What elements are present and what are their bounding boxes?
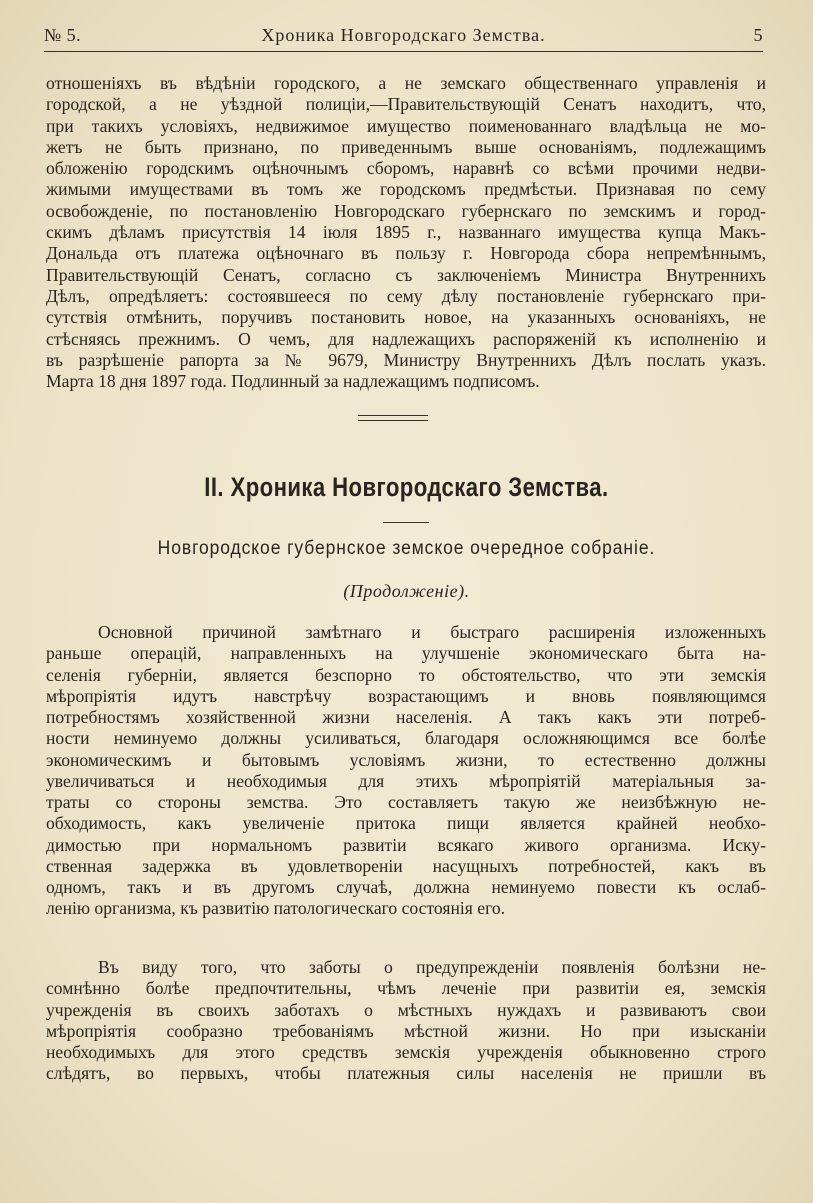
text-line: при такихъ условіяхъ, недвижимое имущество поименованнаго владѣльца не мо- [46, 115, 766, 136]
paragraph-prevention [46, 957, 766, 1085]
text-line: обходимость, какъ увеличеніе притока пищи является крайней необхо- [46, 813, 766, 834]
section-divider [358, 415, 428, 421]
text-line: раньше операцій, направленныхъ на улучшеніе экономическаго быта на- [46, 643, 766, 664]
continuation-label: (Продолженіе). [343, 581, 470, 601]
text-line: Въ виду того, что заботы о предупрежденіи появленія болѣзни не- [98, 957, 766, 977]
title-rule [383, 522, 429, 523]
paragraph-main-cause [46, 622, 766, 920]
text-line: учрежденія въ своихъ заботахъ о мѣстныхъ нуждахъ и развиваютъ свои [46, 999, 766, 1020]
text-line: обложенію городскимъ оцѣночнымъ сборомъ, наравнѣ со всѣми прочими недви- [46, 158, 766, 179]
text-line: жетъ не быть признано, по приведеннымъ выше основаніямъ, подлежащимъ [46, 136, 766, 157]
text-line: стѣсняясь прежнимъ. О чемъ, для надлежащихъ распоряженій къ исполненію и [46, 328, 766, 349]
text-line: жимыми имуществами въ томъ же городскомъ предмѣстьи. Признавая по сему [46, 179, 766, 200]
text-line: экономическимъ и бытовымъ условіямъ жизни, то естественно должны [46, 749, 766, 770]
text-line: димостью при нормальномъ развитіи всякаго живого организма. Иску- [46, 834, 766, 855]
text-line: въ разрѣшеніе рапорта за № 9679, Министру Внутреннихъ Дѣлъ послать указъ. [46, 349, 766, 370]
text-line: отношеніяхъ въ вѣдѣніи городского, а не земскаго общественнаго управленія и [46, 73, 766, 93]
text-line: ственная задержка въ удовлетвореніи насущныхъ потребностей, какъ въ [46, 855, 766, 876]
text-line: ленію организма, къ развитію патологическаго состоянія его. [46, 898, 506, 919]
section-title: II. Хроника Новгородскаго Земства. [204, 472, 609, 502]
text-line: ности неминуемо должны усиливаться, благодаря осложняющимся все болѣе [46, 728, 766, 749]
section-subtitle: Новгородское губернское земское очередное собраніе. [157, 538, 656, 559]
issue-number: № 5. [44, 24, 82, 45]
text-line: сомнѣнно болѣе предпочтительны, чѣмъ леченіе при развитіи ея, земскія [46, 978, 766, 999]
text-line: селенія губерніи, является безспорно то обстоятельство, что эти земскія [46, 664, 766, 685]
text-line: освобожденіе, по постановленію Новгородскаго губернскаго по земскимъ и город- [46, 200, 766, 221]
text-line: мѣропріятія сообразно требованіямъ мѣстной жизни. Но при изысканіи [46, 1020, 766, 1041]
text-line: одномъ, такъ и въ другомъ случаѣ, должна неминуемо повести къ ослаб- [46, 877, 766, 897]
text-line: траты со стороны земства. Это составляетъ такую же неизбѣжную не- [46, 792, 766, 812]
text-line: сутствія отмѣнить, поручивъ постановить новое, на указанныхъ основаніяхъ, не [46, 307, 766, 328]
header-rule [44, 51, 763, 52]
page-number: 5 [753, 24, 763, 45]
text-line: Правительствующій Сенатъ, согласно съ заключеніемъ Министра Внутреннихъ [46, 264, 766, 285]
text-line: необходимыхъ для этого средствъ земскія учрежденія обыкновенно строго [46, 1042, 766, 1062]
paragraph-senate-decision [46, 73, 766, 392]
text-line: слѣдятъ, во первыхъ, чтобы платежныя силы населенія не пришли въ [46, 1063, 766, 1084]
text-line: Дональда отъ платежа оцѣночнаго въ пользу г. Новгорода сбора непремѣннымъ, [46, 243, 766, 264]
text-line: Марта 18 дня 1897 года. Подлинный за надлежащимъ подписомъ. [46, 371, 540, 392]
text-line: мѣропріятія идутъ навстрѣчу возрастающимъ и вновь появляющимся [46, 685, 766, 706]
text-line: потребностямъ хозяйственной жизни населенія. А такъ какъ эти потреб- [46, 707, 766, 727]
running-title: Хроника Новгородскаго Земства. [261, 24, 546, 45]
text-line: скимъ дѣламъ присутствія 14 іюля 1895 г., названнаго имущества купца Макъ- [46, 222, 766, 243]
text-line: Дѣлъ, опредѣляетъ: состоявшееся по сему дѣлу постановленіе губернскаго при- [46, 285, 766, 306]
text-line: городской, а не уѣздной полиціи,—Правительствующій Сенатъ находитъ, что, [46, 94, 766, 115]
text-line: Основной причиной замѣтнаго и быстраго расширенія изложенныхъ [98, 622, 766, 642]
text-line: увеличиваться и необходимыя для этихъ мѣропріятій матеріальныя за- [46, 770, 766, 791]
page-header [44, 22, 763, 48]
